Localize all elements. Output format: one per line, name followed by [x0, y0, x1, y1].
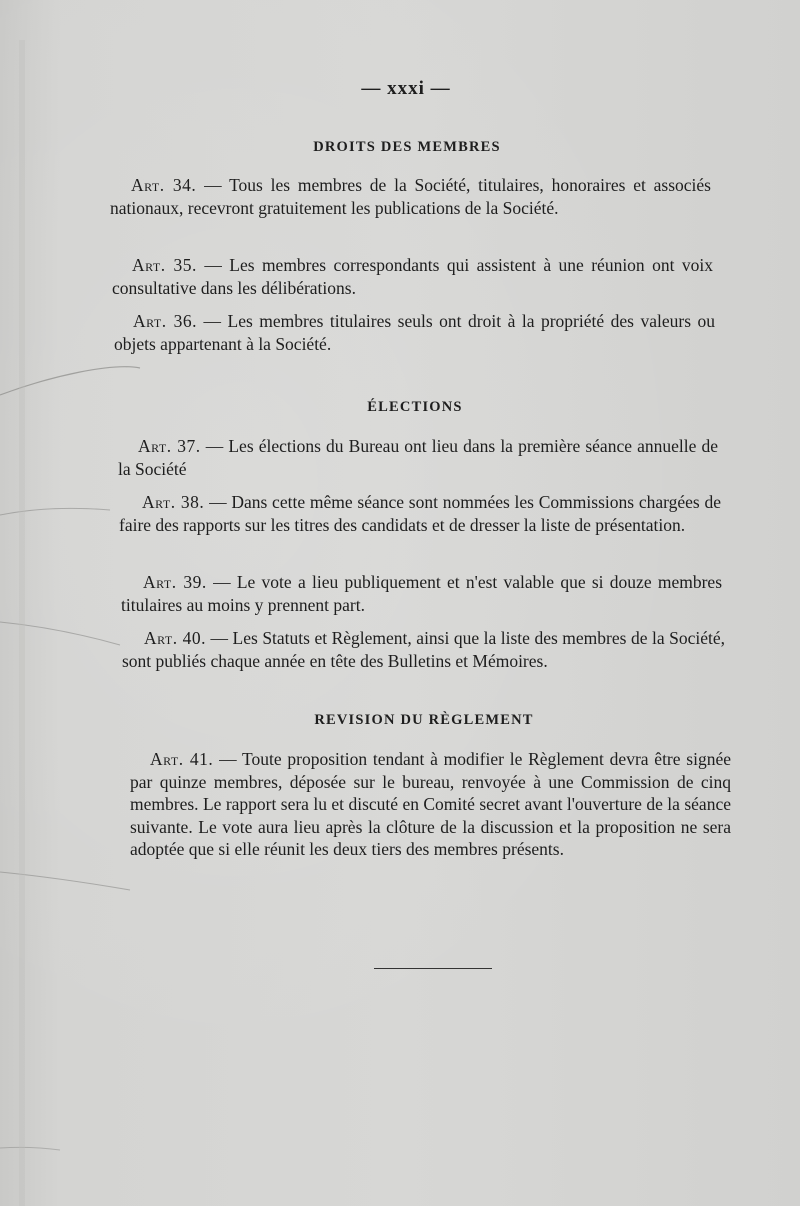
article-label: Art. 41. [150, 749, 214, 769]
article-text: — Les élections du Bureau ont lieu dans la première séance annuelle de la Société [118, 436, 719, 479]
article-label: Art. 38. [142, 492, 205, 512]
article-38 [119, 491, 721, 536]
article-36 [114, 310, 715, 355]
article-label: Art. 36. [133, 311, 198, 331]
article-label: Art. 35. [132, 255, 197, 275]
article-41 [130, 748, 731, 861]
article-37 [118, 435, 718, 480]
article-35 [112, 254, 713, 299]
article-text: — Les membres titulaires seuls ont droit à la propriété des valeurs ou objets appartenant à la Société. [114, 311, 715, 354]
article-label: Art. 39. [143, 572, 207, 592]
article-39 [121, 571, 722, 616]
section-heading-elections: ÉLECTIONS [367, 399, 463, 415]
article-40 [122, 627, 725, 672]
section-heading-droits: DROITS DES MEMBRES [313, 139, 501, 155]
article-label: Art. 37. [138, 436, 201, 456]
section-heading-revision: REVISION DU RÈGLEMENT [314, 712, 534, 728]
article-text: — Les Statuts et Règlement, ainsi que la liste des membres de la Société, sont publiés chaque année en tête des Bulletins et Mémoires. [122, 628, 725, 671]
article-text: — Les membres correspondants qui assistent à une réunion ont voix consultative dans les délibérations. [112, 255, 713, 298]
article-text: — Dans cette même séance sont nommées les Commissions chargées de faire des rapports sur les titres des candidats et de dresser la liste de présentation. [119, 492, 722, 535]
closing-rule [374, 968, 492, 969]
page-number: — xxxi — [361, 78, 451, 99]
article-label: Art. 40. [144, 628, 207, 648]
article-34 [110, 174, 711, 219]
article-text: — Toute proposition tendant à modifier le Règlement devra être signée par quinze membres, déposée sur le bureau, renvoyée à une Commission de cinq membres. Le rapport sera lu et discuté en Comité secret avant l'ouverture de la séance suivante. Le vote aura lieu après la clôture de la discussion et la proposition ne sera adoptée que si elle réunit les deux tiers des membres présents. [130, 749, 732, 859]
article-label: Art. 34. [131, 175, 197, 195]
article-text: — Le vote a lieu publiquement et n'est valable que si douze membres titulaires au moins y prennent part. [121, 572, 723, 615]
article-text: — Tous les membres de la Société, titulaires, honoraires et associés nationaux, recevront gratuitement les publications de la Société. [110, 175, 711, 218]
